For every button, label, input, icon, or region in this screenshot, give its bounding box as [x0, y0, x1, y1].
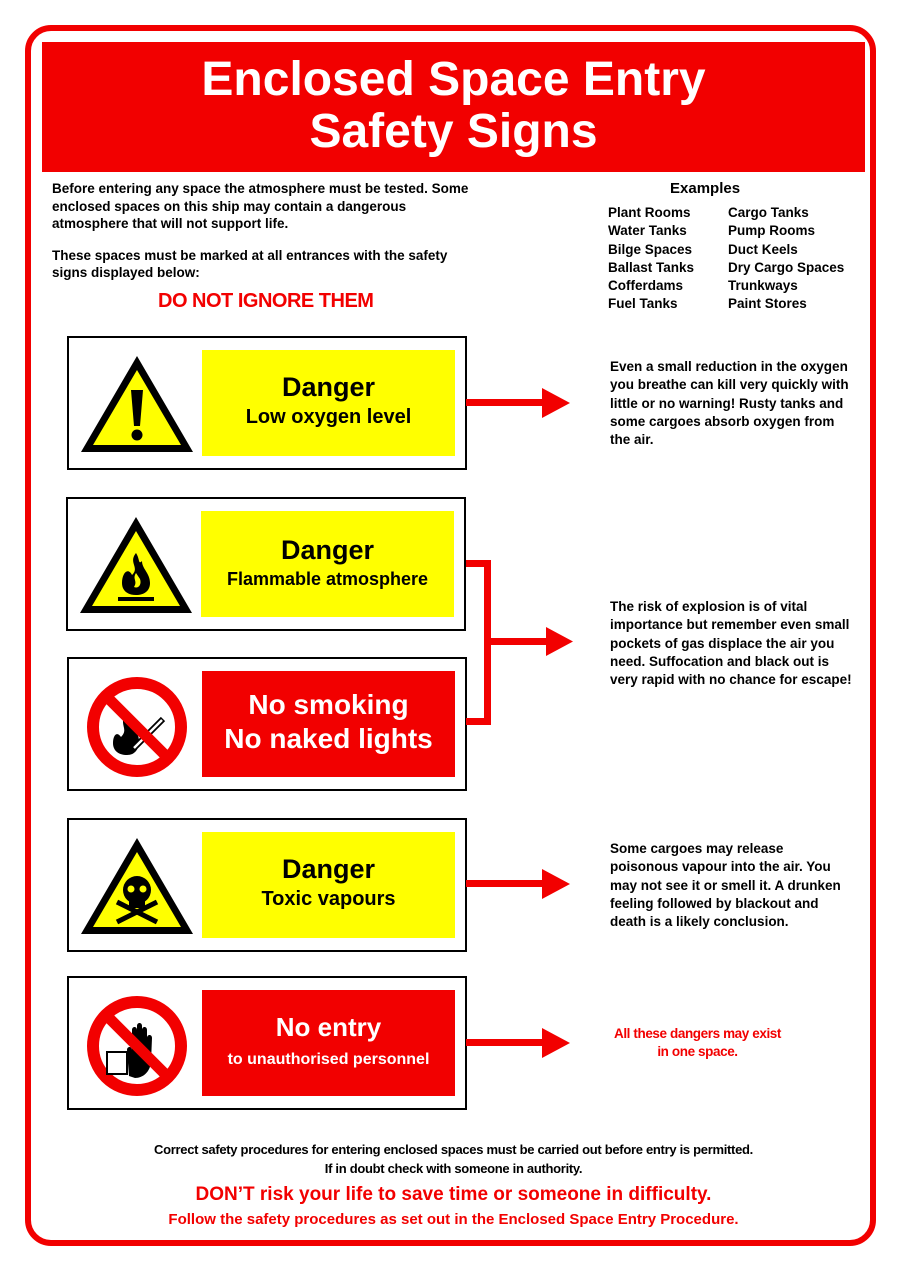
explosion-description: The risk of explosion is of vital importance but remember even small pockets of gas displace the air you need. Suffocation and black out is very rapid with no chance for escape! — [610, 599, 852, 688]
example-item: Cargo Tanks — [728, 205, 809, 220]
sign-panel — [202, 671, 455, 777]
intro-paragraph-2: These spaces must be marked at all entrances with the safety signs displayed below: — [52, 247, 448, 280]
footer-line-1: Correct safety procedures for entering enclosed spaces must be carried out before entry is permitted. — [154, 1142, 753, 1157]
example-item: Trunkways — [728, 278, 798, 294]
sign-toxic-vapours — [67, 818, 467, 952]
no-flame-prohibition-icon — [77, 671, 197, 779]
oxygen-description: Even a small reduction in the oxygen you breathe can kill very quickly with little or no warning! Rusty tanks and some cargoes absorb oxygen from the air. — [610, 359, 849, 448]
examples-column-1 — [608, 204, 694, 314]
sign-subtitle: to unauthorised personnel — [227, 1051, 430, 1068]
intro-paragraph-1: Before entering any space the atmosphere must be tested. Some enclosed spaces on this ship may contain a dangerous atmosphere that will not support life. — [52, 181, 469, 231]
all-dangers-warning: All these dangers may exist in one space. — [613, 1026, 782, 1059]
sign-panel — [202, 350, 455, 456]
examples-title: Examples — [670, 180, 741, 197]
arrow-right-icon — [466, 866, 571, 902]
sign-panel — [202, 990, 455, 1096]
example-item: Duct Keels — [728, 241, 798, 257]
examples-column-2 — [728, 204, 844, 314]
sign-title: No entry — [275, 1012, 382, 1042]
footer-warning-headline: DON’T risk your life to save time or someone in difficulty. — [195, 1184, 712, 1205]
example-item: Water Tanks — [608, 223, 687, 239]
stop-hand-prohibition-icon — [77, 990, 197, 1098]
sign-subtitle: Toxic vapours — [261, 888, 396, 910]
exclamation-warning-icon — [77, 350, 197, 458]
footer-line-2: If in doubt check with someone in authority. — [324, 1161, 583, 1176]
example-item: Pump Rooms — [728, 223, 816, 239]
footer-procedure-reference: Follow the safety procedures as set out in the Enclosed Space Entry Procedure. — [168, 1211, 739, 1228]
arrow-right-icon — [466, 385, 571, 421]
example-item: Plant Rooms — [608, 205, 691, 220]
poster-title-line2: Safety Signs — [309, 105, 598, 158]
sign-subtitle: Low oxygen level — [245, 406, 412, 428]
poster-title-line1: Enclosed Space Entry — [201, 53, 706, 106]
example-item: Cofferdams — [608, 278, 684, 294]
do-not-ignore-warning: DO NOT IGNORE THEM — [158, 290, 374, 312]
example-item: Paint Stores — [728, 296, 807, 312]
toxic-description: Some cargoes may release poisonous vapour into the air. You may not see it or smell it. A drunken feeling followed by blackout and death is a likely conclusion. — [610, 841, 841, 930]
bracket-arrow-icon — [466, 560, 576, 726]
sign-line-1: No smoking — [248, 689, 409, 720]
sign-title: Danger — [280, 535, 375, 565]
sign-flammable-atmosphere — [66, 497, 466, 631]
example-item: Fuel Tanks — [608, 296, 678, 312]
arrow-right-icon — [466, 1025, 571, 1061]
sign-low-oxygen — [67, 336, 467, 470]
example-item: Bilge Spaces — [608, 241, 693, 257]
intro-text — [52, 180, 472, 282]
poster-header — [42, 42, 865, 172]
sign-no-smoking — [67, 657, 467, 791]
footer-procedure-text — [0, 1140, 907, 1178]
sign-subtitle: Flammable atmosphere — [226, 569, 429, 589]
sign-title: Danger — [281, 854, 376, 884]
sign-no-entry — [67, 976, 467, 1110]
example-item: Ballast Tanks — [608, 259, 695, 275]
sign-line-2: No naked lights — [224, 723, 433, 754]
sign-title: Danger — [281, 372, 376, 402]
sign-panel — [201, 511, 454, 617]
example-item: Dry Cargo Spaces — [728, 259, 845, 275]
sign-panel — [202, 832, 455, 938]
skull-crossbones-warning-icon — [77, 832, 197, 940]
flame-warning-icon — [76, 511, 196, 619]
